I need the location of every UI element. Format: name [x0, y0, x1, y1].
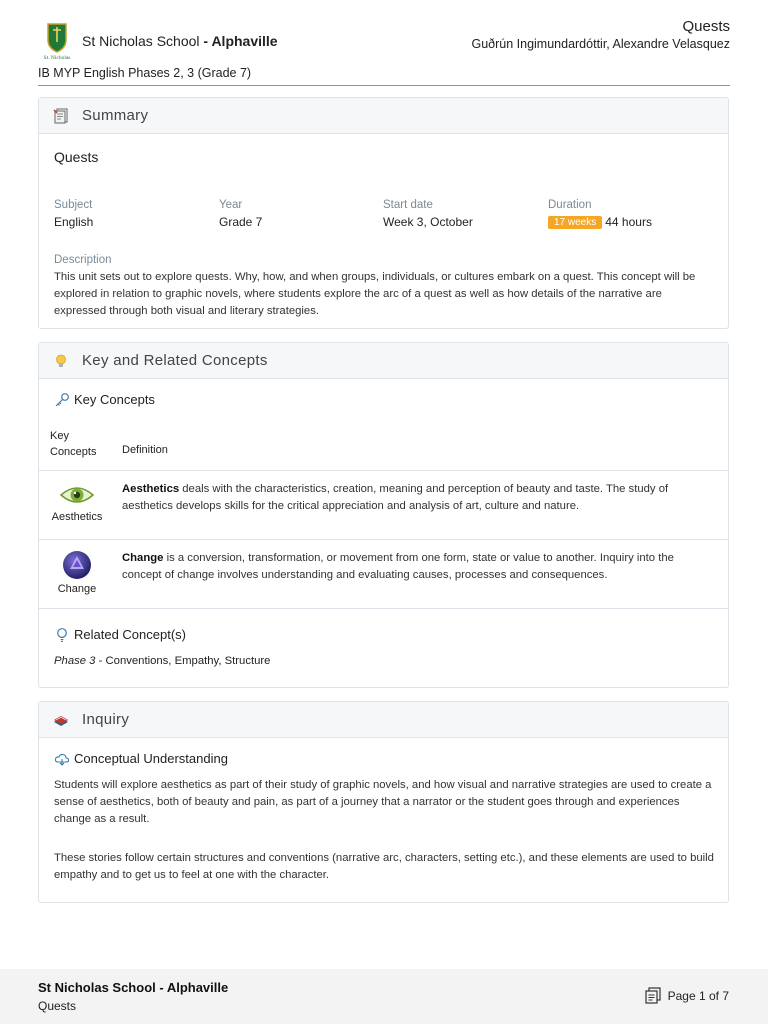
concept-name: Change — [57, 583, 97, 595]
conceptual-understanding-label: Conceptual Understanding — [74, 751, 228, 766]
conceptual-understanding-heading — [74, 751, 228, 766]
footer-school: St Nicholas School - Alphaville — [38, 980, 229, 995]
page-number: Page 1 of 7 — [667, 989, 729, 1003]
key-concept-row — [39, 539, 728, 608]
inquiry-header — [39, 702, 728, 738]
concepts-title: Key and Related Concepts — [82, 352, 268, 369]
concept-term: Change — [122, 552, 164, 564]
concept-term: Aesthetics — [122, 483, 180, 495]
change-icon — [60, 549, 94, 581]
inquiry-card — [38, 701, 729, 903]
start-date-label: Start date — [383, 199, 433, 211]
page-copy-icon — [645, 987, 662, 1004]
related-phase: Phase 3 — [54, 655, 96, 667]
logo-text: St. Nicholas — [43, 55, 71, 60]
concept-icon-cell — [47, 481, 107, 523]
summary-card — [38, 97, 729, 329]
description-text: This unit sets out to explore quests. Why, how, and when groups, individuals, or cultures embark on a quest. This concept will be explored in relation to graphic novels, where students explore the arc of a quest as well as how details of the narrative are expressed through both visual and literary strategies. — [54, 271, 696, 317]
inquiry-title: Inquiry — [82, 711, 130, 728]
description-label: Description — [54, 254, 112, 266]
related-concepts-section — [39, 608, 728, 687]
duration-weeks-badge: 17 weeks — [548, 216, 602, 229]
concept-definition — [122, 550, 712, 584]
eye-icon — [59, 481, 95, 509]
summary-title: Summary — [82, 107, 149, 124]
concept-definition-text: deals with the characteristics, creation, meaning and perception of beauty and taste. The study of aesthetics develops skills for the critical appreciation and analysis of art, culture and nature. — [122, 483, 669, 512]
col-concepts-label: Concepts — [50, 446, 97, 458]
related-concepts-list — [54, 655, 270, 667]
duration-label: Duration — [548, 199, 592, 211]
related-concepts-label: Related Concept(s) — [74, 627, 186, 642]
cloud-icon — [54, 751, 70, 767]
col-key-header — [50, 428, 96, 460]
school-logo — [40, 22, 74, 60]
books-icon — [53, 712, 69, 728]
duration-hours: 44 hours — [605, 215, 652, 229]
lightbulb-outline-icon — [54, 627, 70, 643]
key-icon — [54, 392, 70, 408]
concept-definition — [122, 481, 712, 515]
course-title: IB MYP English Phases 2, 3 (Grade 7) — [38, 66, 252, 80]
unit-title: Quests — [682, 18, 730, 35]
school-name-plain: St Nicholas School — [82, 33, 200, 49]
page-footer — [0, 969, 768, 1024]
year-label: Year — [219, 199, 243, 211]
page-header — [38, 14, 730, 86]
year-value: Grade 7 — [219, 215, 263, 229]
school-name — [82, 33, 278, 49]
lightbulb-icon — [53, 353, 69, 369]
school-name-bold: - Alphaville — [203, 33, 278, 49]
concept-definition-text: is a conversion, transformation, or movement from one form, state or value to another. Inquiry into the concept of change involves understanding and evaluating causes, processes and consequences. — [122, 552, 674, 581]
concepts-header — [39, 343, 728, 379]
inquiry-paragraph: These stories follow certain structures and conventions (narrative arc, characters, setting etc.), and these elements are used to build empathy and to get us to feel at one with the character. — [54, 852, 714, 881]
summary-icon — [53, 108, 69, 124]
concepts-card — [38, 342, 729, 688]
subject-value: English — [54, 215, 94, 229]
inquiry-paragraph: Students will explore aesthetics as part of their study of graphic novels, and how visual and narrative strategies are used to create a sense of aesthetics, both of beauty and pain, as part of a journey that a narrator or the student goes through and experiences change as a result. — [54, 779, 712, 825]
key-concepts-heading — [74, 392, 155, 407]
summary-header — [39, 98, 728, 134]
related-list: - Conventions, Empathy, Structure — [95, 655, 271, 667]
col-key-label: Key — [50, 430, 69, 442]
footer-unit: Quests — [38, 999, 77, 1013]
duration-value — [548, 215, 652, 229]
authors: Guðrún Ingimundardóttir, Alexandre Velasquez — [471, 37, 730, 51]
concept-name: Aesthetics — [51, 511, 103, 523]
col-definition-header: Definition — [122, 444, 168, 456]
related-concepts-heading — [74, 627, 186, 642]
key-concepts-label: Key Concepts — [74, 392, 155, 407]
unit-name: Quests — [54, 149, 99, 165]
start-date-value: Week 3, October — [383, 215, 473, 229]
subject-label: Subject — [54, 199, 93, 211]
concept-icon-cell — [47, 549, 107, 595]
key-concept-row — [39, 470, 728, 539]
